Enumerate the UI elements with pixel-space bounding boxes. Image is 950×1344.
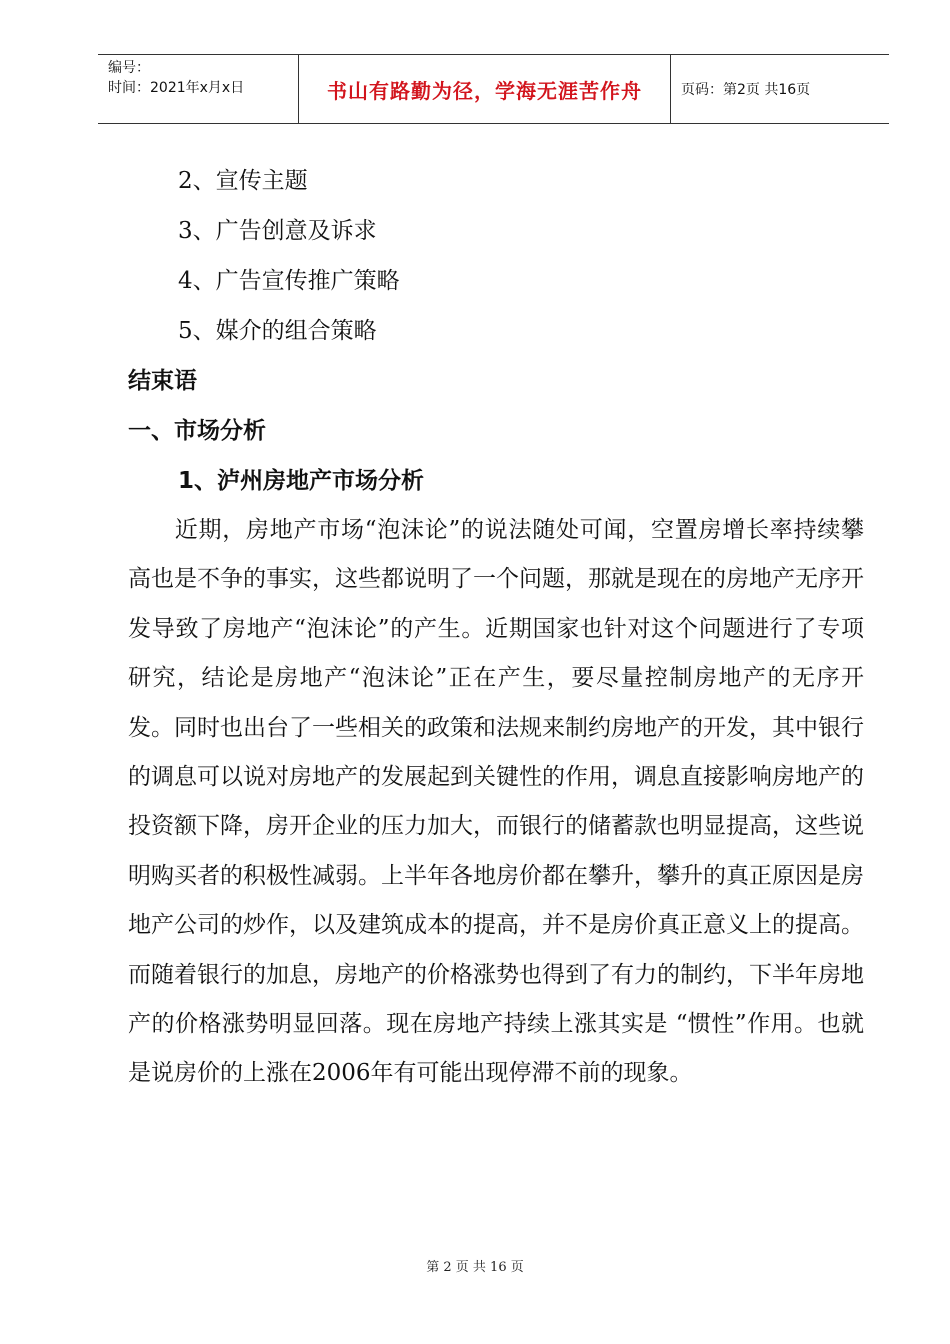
body-paragraph-text: 近期，房地产市场“泡沫论”的说法随处可闻，空置房增长率持续攀高也是不争的事实，这些都说明了一个问题，那就是现在的房地产无序开发导致了房地产“泡沫论”的产生。近期国家也针对这个问题进行了专项研究，结论是房地产“泡沫论”正在产生，要尽量控制房地产的无序开发。同时也出台了一些相关的政策和法规来制约房地产的开发，其中银行的调息可以说对房地产的发展起到关键性的作用，调息直接影响房地产的投资额下降，房开企业的压力加大，而银行的储蓄款也明显提高，这些说明购买者的积极性减弱。上半年各地房价都在攀升，攀升的真正原因是房地产公司的炒作，以及建筑成本的提高，并不是房价真正意义上的提高。而随着银行的加息，房地产的价格涨势也得到了有力的制约，下半年房地产的价格涨势明显回落。现在房地产持续上涨其实是 “惯性”作用。也就是说房价的上涨在2006年有可能出现停滞不前的现象。 bbox=[128, 517, 864, 1087]
header-motto: 书山有路勤为径，学海无涯苦作舟 bbox=[299, 55, 671, 123]
header-meta bbox=[98, 55, 299, 123]
document-body bbox=[128, 156, 864, 1099]
conclusion-heading: 结束语 bbox=[128, 368, 197, 394]
time-label: 时间：2021年x月x日 bbox=[108, 80, 245, 96]
toc-item: 5、媒介的组合策略 bbox=[178, 318, 377, 344]
toc-item: 4、广告宣传推广策略 bbox=[178, 268, 400, 294]
body-paragraph bbox=[128, 506, 864, 1099]
header-page-info: 页码：第2页 共16页 bbox=[681, 82, 811, 98]
section-heading: 一、市场分析 bbox=[128, 418, 266, 444]
page-footer: 第 2 页 共 16 页 bbox=[426, 1260, 524, 1275]
code-label: 编号： bbox=[108, 60, 150, 76]
toc-item: 2、宣传主题 bbox=[178, 168, 308, 194]
subsection-heading: 1、泸州房地产市场分析 bbox=[178, 468, 425, 494]
page-header bbox=[98, 54, 889, 124]
toc-item: 3、广告创意及诉求 bbox=[178, 218, 377, 244]
